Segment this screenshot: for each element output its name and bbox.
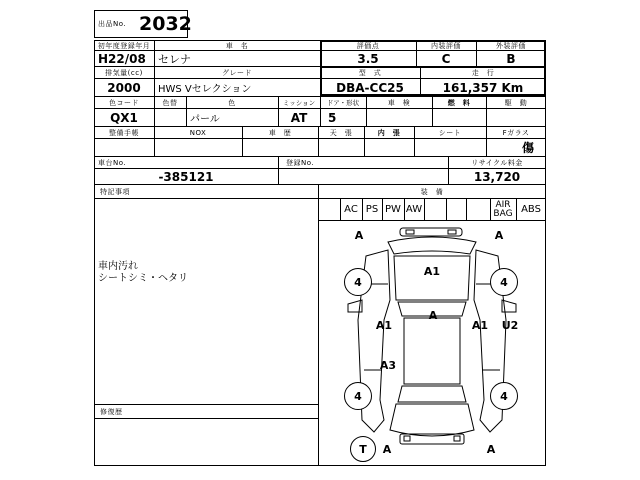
notes-line-2: シートシミ・ヘタリ — [98, 273, 188, 284]
chassis-label: 車台No. — [98, 158, 127, 167]
model-label: 型 式 — [358, 68, 382, 77]
mark-right-door-2: U2 — [501, 318, 519, 332]
equip-airbag: AIR BAG — [493, 199, 513, 219]
front-glass-label: Fガラス — [502, 128, 530, 137]
mark-tire-front-left: 4 — [354, 275, 362, 289]
mark-tire-rear-right: 4 — [500, 389, 508, 403]
color-code-value: QX1 — [110, 110, 138, 125]
grade-value: HWS Vセレクション — [158, 84, 252, 95]
color-value: パール — [190, 114, 220, 125]
equip-ac: AC — [344, 204, 358, 215]
year-label: 初年度登録年月 — [97, 41, 151, 50]
mark-tire-front-right: 4 — [500, 275, 508, 289]
mark-right-door: A1 — [471, 318, 489, 332]
equip-abs: ABS — [521, 204, 541, 215]
door-value: 5 — [328, 110, 337, 125]
displacement-value: 2000 — [107, 80, 141, 95]
equip-aw: AW — [405, 204, 423, 215]
color-label: 色 — [228, 98, 236, 107]
mark-rear-left: A — [382, 442, 392, 456]
score-label: 評価点 — [356, 41, 380, 50]
mark-hood: A1 — [423, 264, 441, 278]
equip-pw: PW — [385, 204, 401, 215]
fuel-label: 燃 料 — [447, 98, 471, 107]
drive-label: 駆 動 — [504, 98, 528, 107]
mark-roof: A — [428, 308, 438, 322]
lot-number: 2032 — [139, 13, 192, 35]
recycle-label: リサイクル料金 — [471, 158, 523, 167]
color-code-label: 色コード — [109, 98, 139, 107]
mark-spare-tire: T — [359, 442, 367, 456]
mark-left-door: A1 — [375, 318, 393, 332]
nox-label: NOX — [189, 128, 207, 137]
make-label: 車 名 — [225, 41, 249, 50]
exterior-score-value: B — [506, 51, 516, 66]
notes-label: 特記事項 — [100, 187, 130, 196]
recycle-value: 13,720 — [473, 169, 521, 184]
roof-label: 天 張 — [329, 128, 353, 137]
interior-trim-label: 内 張 — [377, 128, 401, 137]
year-value: H22/08 — [98, 51, 146, 66]
mark-tire-rear-left: 4 — [354, 389, 362, 403]
repair-label: 修復歴 — [100, 407, 123, 416]
mark-left-rear: A3 — [379, 358, 397, 372]
interior-score-value: C — [441, 51, 451, 66]
registration-label: 登録No. — [286, 158, 315, 167]
car-diagram — [318, 220, 546, 466]
make-value: セレナ — [158, 52, 191, 66]
equip-ps: PS — [365, 204, 379, 215]
mark-front-left: A — [354, 228, 364, 242]
inspection-label: 車 検 — [387, 98, 411, 107]
chassis-value: -385121 — [158, 169, 214, 184]
score-value: 3.5 — [357, 51, 379, 66]
grade-label: グレード — [222, 68, 252, 77]
interior-score-label: 内装評価 — [431, 41, 461, 50]
lot-label: 出品No. — [98, 20, 127, 28]
mission-value: AT — [290, 110, 308, 125]
mileage-value: 161,357 Km — [442, 80, 524, 95]
equipment-label: 装 備 — [420, 187, 444, 196]
exterior-score-label: 外装評価 — [496, 41, 526, 50]
mission-label: ミッション — [282, 99, 316, 107]
notes-line-1: 車内汚れ — [98, 261, 138, 272]
seat-label: シート — [438, 128, 462, 137]
door-label: ドア・形状 — [326, 99, 360, 107]
mileage-label: 走 行 — [471, 68, 495, 77]
mark-front-right: A — [494, 228, 504, 242]
lot-box — [94, 10, 192, 38]
history-label: 車 歴 — [268, 128, 292, 137]
color-change-label: 色替 — [162, 98, 178, 107]
front-glass-value: 傷 — [521, 141, 534, 155]
manual-label: 整備手帳 — [109, 128, 139, 137]
mark-rear-right: A — [486, 442, 496, 456]
displacement-label: 排気量(cc) — [105, 68, 143, 77]
model-value: DBA-CC25 — [336, 80, 404, 95]
